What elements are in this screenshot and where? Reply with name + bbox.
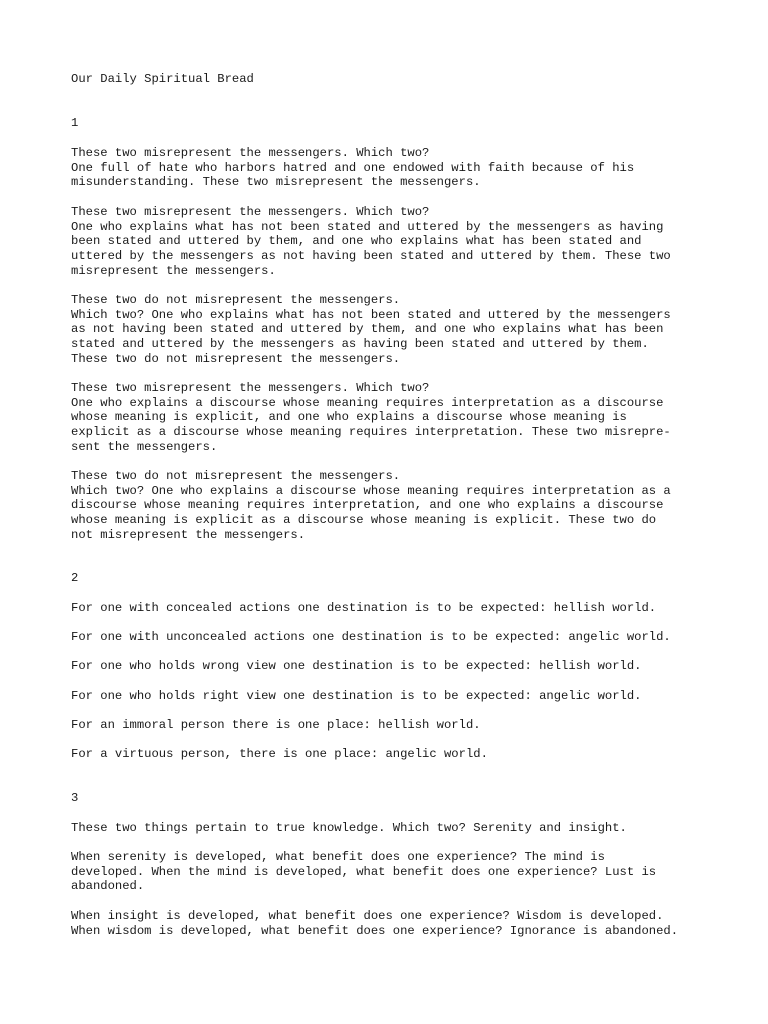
paragraph: For one with concealed actions one destination is to be expected: hellish world. [71,601,657,615]
paragraph: When insight is developed, what benefit does one experience? Wisdom is developed. When wisdom is developed, what benefit does one experience? Ignorance is abandoned. [71,909,679,938]
section-number: 3 [71,791,79,805]
paragraph: These two misrepresent the messengers. Which two? One who explains a discourse whose meaning requires interpretation as a discourse whose meaning is explicit, and one who explains a discourse whose meaning is explicit as a discourse whose meaning requires interpretation. These two misrepre- sent the messengers. [71,381,671,454]
paragraph: For one who holds wrong view one destination is to be expected: hellish world. [71,659,642,673]
paragraph: For one with unconcealed actions one destination is to be expected: angelic world. [71,630,671,644]
paragraph: For one who holds right view one destination is to be expected: angelic world. [71,689,642,703]
paragraph: For a virtuous person, there is one place: angelic world. [71,747,488,761]
section-number: 1 [71,116,79,130]
paragraph: For an immoral person there is one place: hellish world. [71,718,481,732]
paragraph: These two misrepresent the messengers. Which two? One full of hate who harbors hatred and one endowed with faith because of his misunderstanding. These two misrepresent the messengers. [71,146,635,190]
document-title: Our Daily Spiritual Bread [71,72,254,86]
paragraph: When serenity is developed, what benefit does one experience? The mind is developed. When the mind is developed, what benefit does one experience? Lust is abandoned. [71,850,657,894]
paragraph: These two do not misrepresent the messengers. Which two? One who explains what has not been stated and uttered by the messengers as not having been stated and uttered by them, and one who explains what has been stated and uttered by the messengers as having been stated and uttered by them. These two do not misrepresent the messengers. [71,293,671,366]
section-number: 2 [71,571,79,585]
paragraph: These two things pertain to true knowledge. Which two? Serenity and insight. [71,821,627,835]
paragraph: These two do not misrepresent the messengers. Which two? One who explains a discourse whose meaning requires interpretation as a discourse whose meaning requires interpretation, and one who explains a discourse whose meaning is explicit as a discourse whose meaning is explicit. These two do not misrepresent the messengers. [71,469,671,542]
paragraph: These two misrepresent the messengers. Which two? One who explains what has not been stated and uttered by the messengers as having been stated and uttered by them, and one who explains what has been stated and uttered by the messengers as not having been stated and uttered by them. These two misrepresent the messengers. [71,205,671,278]
